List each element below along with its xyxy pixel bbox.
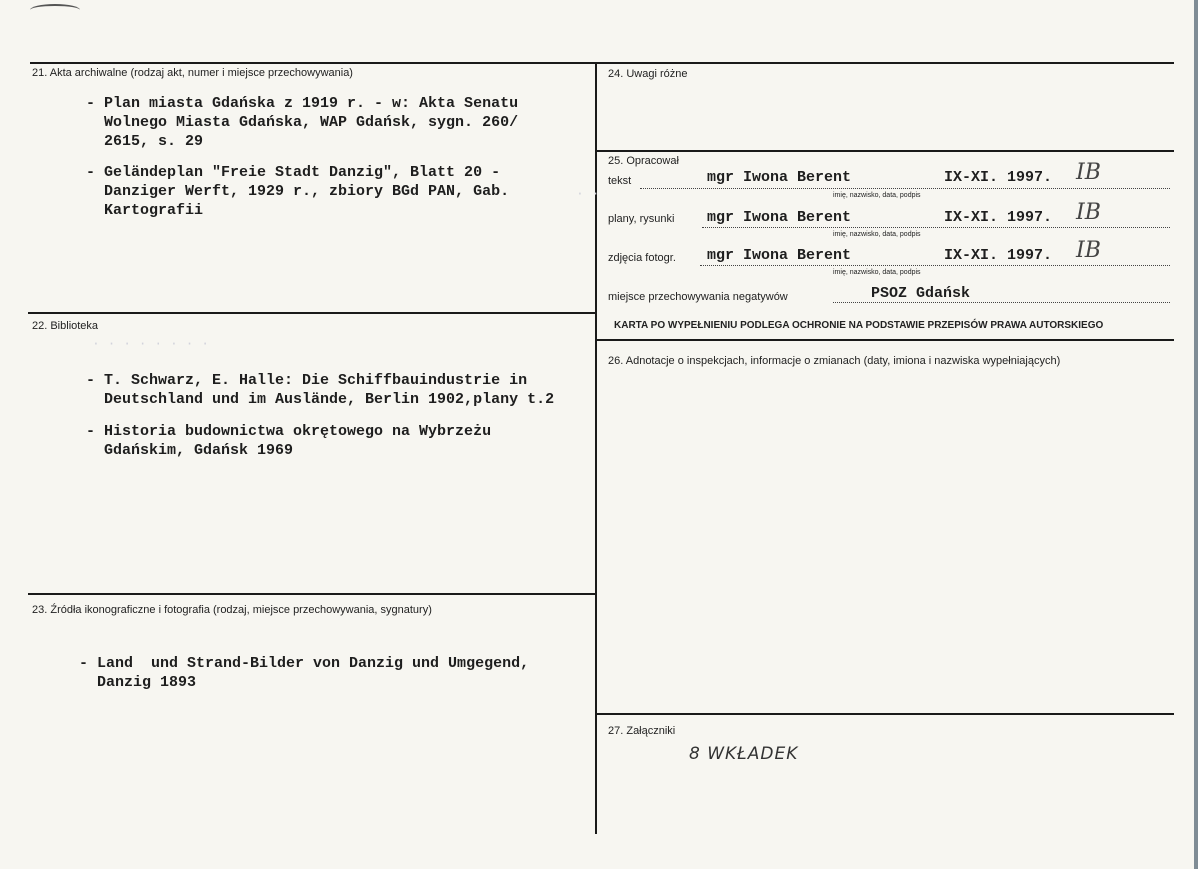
section-25-label: 25. Opracował xyxy=(608,155,679,167)
top-rule xyxy=(30,62,1174,64)
row-tekst-date: IX-XI. 1997. xyxy=(944,169,1053,186)
rule-22 xyxy=(28,312,596,314)
copyright-note: KARTA PO WYPEŁNIENIU PODLEGA OCHRONIE NA PODSTAWIE PRZEPISÓW PRAWA AUTORSKIEGO xyxy=(614,320,1104,331)
scan-edge xyxy=(1194,0,1198,869)
row-zdjecia-sublabel: imię, nazwisko, data, podpis xyxy=(833,269,921,276)
center-divider xyxy=(595,62,597,834)
rule-23 xyxy=(28,593,596,595)
section-21-entry-2: - Geländeplan "Freie Stadt Danzig", Blatt 20 - Danziger Werft, 1929 r., zbiory BGd PAN, Gab. Kartografii xyxy=(86,164,510,219)
signature-1: IB xyxy=(1076,160,1101,185)
signature-3: IB xyxy=(1076,238,1101,263)
row-plany-field: plany, rysunki xyxy=(608,213,675,225)
row-zdjecia-line xyxy=(700,265,1170,266)
storage-value: PSOZ Gdańsk xyxy=(871,285,971,302)
section-22-entry-2: - Historia budownictwa okrętowego na Wybrzeżu Gdańskim, Gdańsk 1969 xyxy=(86,423,492,459)
section-24-label: 24. Uwagi różne xyxy=(608,68,688,80)
row-plany-date: IX-XI. 1997. xyxy=(944,209,1053,226)
rule-25 xyxy=(596,150,1174,152)
section-22-entry-1: - T. Schwarz, E. Halle: Die Schiffbauindustrie in Deutschland und im Auslände, Berlin 1902,plany t.2 xyxy=(86,372,555,408)
row-zdjecia-field: zdjęcia fotogr. xyxy=(608,252,676,264)
section-26-label: 26. Adnotacje o inspekcjach, informacje o zmianach (daty, imiona i nazwiska wypełniających) xyxy=(608,355,1061,367)
row-plany-line xyxy=(702,227,1170,228)
section-23-entry-1: - Land und Strand-Bilder von Danzig und Umgegend, Danzig 1893 xyxy=(79,655,530,691)
row-tekst-name: mgr Iwona Berent xyxy=(707,169,852,186)
corner-mark xyxy=(30,4,80,16)
smudge-mark: · · xyxy=(576,186,600,201)
row-zdjecia-name: mgr Iwona Berent xyxy=(707,247,852,264)
rule-26 xyxy=(596,339,1174,341)
signature-2: IB xyxy=(1076,200,1101,225)
row-plany-sublabel: imię, nazwisko, data, podpis xyxy=(833,231,921,238)
attachments-handwritten: 8 WKŁADEK xyxy=(689,744,799,764)
row-tekst-line xyxy=(640,188,1170,189)
section-23-label: 23. Źródła ikonograficzne i fotografia (rodzaj, miejsce przechowywania, sygnatury) xyxy=(32,604,432,616)
section-22-label: 22. Biblioteka xyxy=(32,320,99,332)
rule-27 xyxy=(596,713,1174,715)
row-tekst-field: tekst xyxy=(608,175,632,187)
row-plany-name: mgr Iwona Berent xyxy=(707,209,852,226)
section-21-label: 21. Akta archiwalne (rodzaj akt, numer i miejsce przechowywania) xyxy=(32,67,353,79)
storage-line xyxy=(833,302,1170,303)
faded-stamp: · · · · · · · · xyxy=(92,336,210,351)
row-tekst-sublabel: imię, nazwisko, data, podpis xyxy=(833,192,921,199)
section-21-entry-1: - Plan miasta Gdańska z 1919 r. - w: Akta Senatu Wolnego Miasta Gdańska, WAP Gdańsk, sygn. 260/ 2615, s. 29 xyxy=(86,95,519,150)
section-27-label: 27. Załączniki xyxy=(608,725,676,737)
storage-label: miejsce przechowywania negatywów xyxy=(608,291,788,303)
row-zdjecia-date: IX-XI. 1997. xyxy=(944,247,1053,264)
